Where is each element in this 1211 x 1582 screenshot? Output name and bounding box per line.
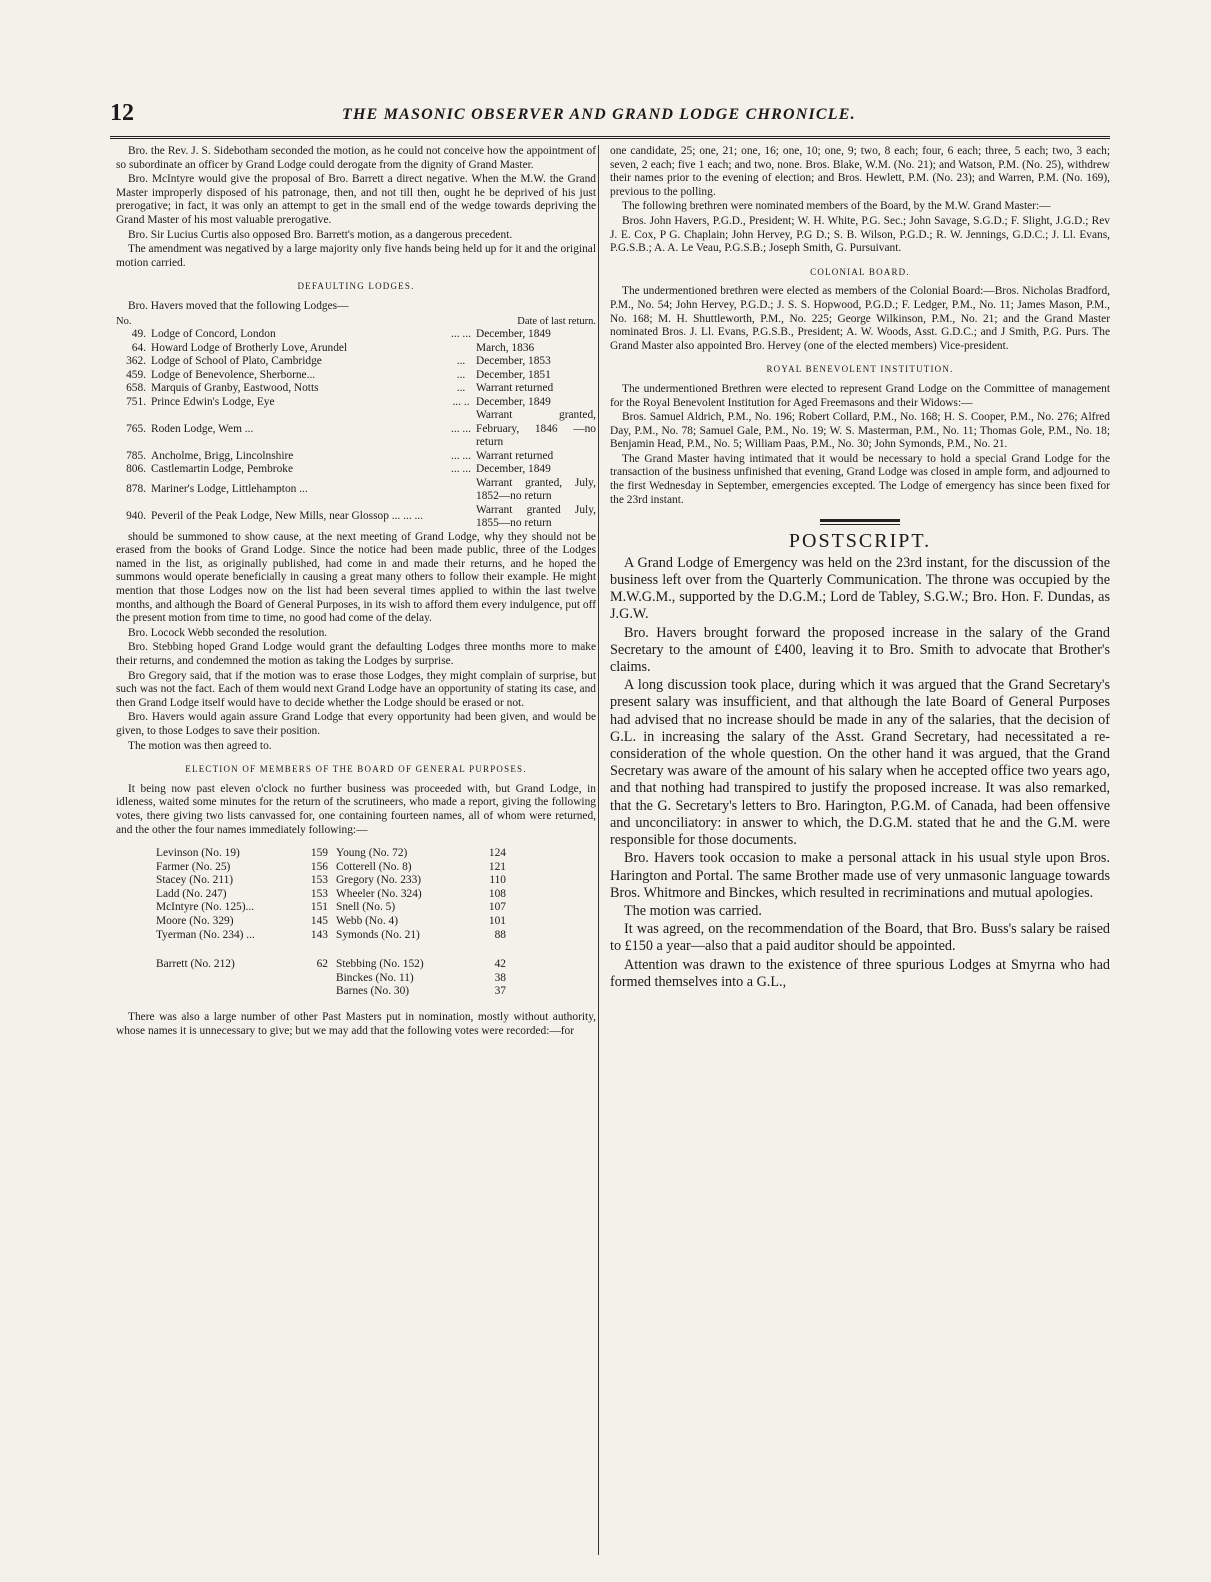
vote-count: 88	[494, 928, 506, 941]
lodge-number: 878.	[126, 483, 146, 496]
paragraph: Bro. Locock Webb seconded the resolution.	[128, 626, 328, 639]
lodge-row	[116, 463, 596, 477]
leader-dots	[454, 929, 474, 943]
candidate-name: Gregory (No. 233)	[336, 874, 422, 887]
leader-dots: ... ...	[451, 328, 471, 341]
lodge-number: 785.	[126, 449, 146, 462]
lodge-return-date: Warrant granted July, 1855—no return	[476, 503, 596, 530]
lodge-return-date: Warrant granted, February, 1846 —no return	[476, 409, 596, 449]
lodge-return-date: December, 1853	[476, 355, 551, 368]
lodge-return-date: December, 1851	[476, 368, 551, 381]
left-column	[116, 145, 596, 1039]
lodge-row	[116, 328, 596, 342]
section-heading-defaulting-lodges: DEFAULTING LODGES.	[297, 281, 415, 292]
section-heading-election: ELECTION OF MEMBERS OF THE BOARD OF GENERAL PURPOSES.	[185, 764, 527, 775]
leader-dots	[454, 874, 474, 888]
leader-dots	[454, 861, 474, 875]
candidate-name: Tyerman (No. 234) ...	[156, 928, 255, 941]
leader-dots	[276, 874, 296, 888]
leader-dots	[446, 342, 476, 356]
paragraph: Bro. Havers moved that the following Lodges—	[128, 299, 349, 312]
candidate-name: Stebbing (No. 152)	[336, 958, 424, 971]
paragraph: Attention was drawn to the existence of three spurious Lodges at Smyrna who had formed themselves into a G.L.,	[610, 956, 1110, 990]
lodge-row	[116, 342, 596, 356]
candidate-name	[156, 972, 276, 986]
leader-dots: ... ...	[451, 449, 471, 462]
candidate-name: Wheeler (No. 324)	[336, 887, 422, 900]
lodge-row	[116, 477, 596, 504]
candidate-name: Barnes (No. 30)	[336, 985, 410, 998]
leader-dots: ... ..	[452, 395, 470, 408]
paragraph: The motion was carried.	[624, 902, 762, 919]
paragraph: It was agreed, on the recommendation of the Board, that Bro. Buss's salary be raised to £150 a year—also that a paid auditor should be appointed.	[610, 921, 1110, 955]
lodge-number: 806.	[126, 463, 146, 476]
candidate-name: Stacey (No. 211)	[156, 874, 234, 887]
lodge-row	[116, 355, 596, 369]
paragraph: Bro. Havers brought forward the proposed increase in the salary of the Grand Secretary to the amount of £400, leaving it to Bro. Smith to advocate that Brother's claims.	[610, 624, 1110, 676]
leader-dots	[446, 477, 476, 504]
page-header	[110, 100, 1110, 139]
vote-count: 37	[494, 985, 506, 998]
lodge-name: Marquis of Granby, Eastwood, Notts	[151, 382, 319, 395]
vote-count: 38	[494, 971, 506, 984]
leader-dots	[446, 504, 476, 531]
lodge-name: Castlemartin Lodge, Pembroke	[151, 463, 294, 476]
lodge-name: Lodge of School of Plato, Cambridge	[151, 355, 322, 368]
lodge-number: 658.	[126, 382, 146, 395]
lodge-row	[116, 409, 596, 450]
candidate-name: Young (No. 72)	[336, 847, 408, 860]
lodge-return-date: December, 1849	[476, 328, 551, 341]
lodge-table-header	[116, 315, 596, 329]
paragraph: The motion was then agreed to.	[128, 739, 272, 752]
paragraph: Bro. the Rev. J. S. Sidebotham seconded the motion, as he could not conceive how the appointment of so subordinate an officer by Grand Lodge could derogate from the dignity of Grand Master.	[116, 145, 596, 171]
paragraph: A long discussion took place, during which it was argued that the Grand Secretary's present salary was insufficient, and that although the late Board of General Purposes had advised that no increase should be made in any of the salaries, that the decision of G.L. in increasing the salary of the Asst. Grand Secretary, had necessitated a re-consideration of the whole question. On the other hand it was argued, that the Grand Secretary was aware of the amount of his salary when he accepted office two years ago, and that nothing had transpired to justify the proposed increase. It was also remarked, that the G. Secretary's letters to Bro. Harington, P.G.M. of Canada, had been offensive and unconciliatory: in answer to which, the D.G.M. stated that he and the G.M. were responsible for those documents.	[610, 677, 1110, 849]
candidate-name: Snell (No. 5)	[336, 901, 396, 914]
vote-count: 153	[310, 887, 328, 900]
candidate-name	[156, 985, 276, 999]
leader-dots	[276, 929, 296, 943]
lodge-return-date: March, 1836	[476, 341, 535, 354]
lodge-return-date: December, 1849	[476, 463, 551, 476]
paragraph: Bro. Stebbing hoped Grand Lodge would grant the defaulting Lodges three months more to make their returns, and condemned the motion as taking the Lodges by surprise.	[116, 641, 596, 667]
leader-dots	[276, 985, 296, 999]
vote-count: 156	[310, 860, 328, 873]
candidate-name: Moore (No. 329)	[156, 915, 234, 928]
leader-dots	[276, 888, 296, 902]
lodge-name: Peveril of the Peak Lodge, New Mills, near Glossop ... ... ...	[151, 510, 424, 523]
candidate-name: Webb (No. 4)	[336, 915, 399, 928]
lodge-row	[116, 382, 596, 396]
leader-dots	[276, 958, 296, 972]
paragraph: Bro Gregory said, that if the motion was to erase those Lodges, they might complain of surprise, but such was not the fact. Each of them would next Grand Lodge have an opportunity of stating its case, and then Grand Lodge itself would have to decide whether the Lodge should be erased or not.	[116, 669, 596, 709]
column-divider	[598, 145, 599, 1555]
leader-dots: ...	[456, 382, 466, 395]
paragraph: The Grand Master having intimated that it would be necessary to hold a special Grand Lodge for the transaction of the business unfinished that evening, Grand Lodge was closed in ample form, and adjourned to the first Wednesday in September, emergencies excepted. The Lodge of emergency has since been fixed for the 23rd instant.	[610, 452, 1110, 506]
lodge-return-date: Warrant returned	[476, 382, 554, 395]
lodge-name: Lodge of Concord, London	[151, 328, 276, 341]
candidate-name: Symonds (No. 21)	[336, 928, 420, 941]
votes-table	[156, 847, 596, 942]
lodge-row	[116, 396, 596, 410]
lodge-row	[116, 450, 596, 464]
paragraph: It being now past eleven o'clock no further business was proceeded with, but Grand Lodge, in idleness, waited some minutes for the return of the scrutineers, who made a report, giving the following votes, there giving two lists canvassed for, one containing fourteen names, all of whom were returned, and the other the four names immediately following:—	[116, 782, 596, 836]
paragraph: should be summoned to show cause, at the next meeting of Grand Lodge, why they should not be erased from the books of Grand Lodge. Since the notice had been made public, three of the Lodges named in the list, as originally published, had come in and made their returns, and he hoped the summons would operate beneficially in causing a great many others to follow their example. He might mention that those Lodges now on the list had been several times applied to within the last twelve months, and although the Board of General Purposes, in its wish to afford them every indulgence, put off the present motion from time to time, no good had come of the delay.	[116, 530, 596, 625]
lodge-number: 49.	[131, 328, 146, 341]
lodge-name: Lodge of Benevolence, Sherborne...	[151, 368, 316, 381]
running-title: THE MASONIC OBSERVER AND GRAND LODGE CHRONICLE.	[342, 106, 856, 123]
leader-dots	[454, 972, 474, 986]
paragraph: Bro. Havers would again assure Grand Lodge that every opportunity had been given, and would be given, to those Lodges to save their position.	[116, 711, 596, 737]
vote-count: 159	[310, 847, 328, 860]
paragraph: Bros. John Havers, P.G.D., President; W. H. White, P.G. Sec.; John Savage, S.G.D.; F. Slight, J.G.D.; Rev J. E. Cox, P G. Chaplain; John Hervey, P.G D.; S. B. Wilson, P.G.D.; R. W. Jennings, G.D.C.; J. Ll. Evans, P.G.S.B.; A. A. Le Veau, P.G.S.B.; Joseph Smith, G. Pursuivant.	[610, 214, 1110, 255]
leader-dots	[276, 915, 296, 929]
candidate-name: Levinson (No. 19)	[156, 847, 240, 860]
col-date-label: Date of last return.	[517, 315, 596, 327]
candidate-name: McIntyre (No. 125)...	[156, 901, 255, 914]
candidate-name: Farmer (No. 25)	[156, 860, 231, 873]
leader-dots	[276, 861, 296, 875]
leader-dots: ... ...	[451, 463, 471, 476]
paragraph: There was also a large number of other Past Masters put in nomination, mostly without authority, whose names it is unnecessary to give; but we may add that the following votes were recorded:—for	[116, 1011, 596, 1037]
section-heading-royal-benevolent: ROYAL BENEVOLENT INSTITUTION.	[766, 364, 954, 375]
leader-dots	[454, 985, 474, 999]
lodge-name: Mariner's Lodge, Littlehampton ...	[151, 483, 308, 496]
lodge-number: 940.	[126, 510, 146, 523]
paragraph: The undermentioned Brethren were elected to represent Grand Lodge on the Committee of management for the Royal Benevolent Institution for Aged Freemasons and their Widows:—	[610, 382, 1110, 409]
leader-dots	[454, 958, 474, 972]
leader-dots: ...	[456, 355, 466, 368]
candidate-name: Binckes (No. 11)	[336, 971, 414, 984]
postscript-body	[610, 555, 1110, 991]
candidate-name: Cotterell (No. 8)	[336, 860, 412, 873]
lodge-name: Ancholme, Brigg, Lincolnshire	[151, 449, 294, 462]
lodge-number: 64.	[131, 341, 146, 354]
leader-dots	[454, 915, 474, 929]
lodge-row	[116, 369, 596, 383]
right-column	[610, 145, 1110, 992]
vote-count	[296, 985, 336, 999]
paragraph: Bro. Sir Lucius Curtis also opposed Bro. Barrett's motion, as a dangerous precedent.	[128, 228, 513, 241]
vote-count: 107	[488, 901, 506, 914]
paragraph: A Grand Lodge of Emergency was held on the 23rd instant, for the discussion of the business left over from the Quarterly Communication. The throne was occupied by the M.W.G.M., supported by the D.G.M.; Lord de Tabley, S.G.W.; Bro. Hon. F. Dundas, as J.G.W.	[610, 554, 1110, 623]
lodge-return-date: Warrant returned	[476, 449, 554, 462]
lodge-number: 765.	[126, 422, 146, 435]
lodge-return-date: December, 1849	[476, 395, 551, 408]
paragraph: Bro. McIntyre would give the proposal of Bro. Barrett a direct negative. When the M.W. the Grand Master improperly disposed of his patronage, then, and not till then, ought he be deprived of his just prerogative; in fact, it was only an attempt to get in the small end of the wedge towards depriving the Grand Master of his most valuable prerogative.	[116, 173, 596, 226]
vote-count: 42	[494, 958, 506, 971]
vote-count: 153	[310, 874, 328, 887]
leader-dots	[454, 888, 474, 902]
lodge-name: Prince Edwin's Lodge, Eye	[151, 395, 275, 408]
vote-count: 62	[316, 958, 328, 971]
paragraph: The amendment was negatived by a large majority only five hands being held up for it and the original motion carried.	[116, 243, 596, 269]
votes-table-minority	[156, 958, 596, 999]
leader-dots: ... ...	[451, 422, 471, 435]
lodge-number: 362.	[126, 355, 146, 368]
vote-count: 101	[488, 915, 506, 928]
vote-count: 143	[310, 928, 328, 941]
page-number: 12	[110, 100, 134, 126]
vote-count: 110	[489, 874, 506, 887]
vote-count: 121	[488, 860, 506, 873]
defaulting-lodges-table	[116, 328, 596, 531]
leader-dots	[276, 972, 296, 986]
vote-count: 145	[310, 915, 328, 928]
col-no-label: No.	[116, 315, 132, 327]
paragraph: Bro. Havers took occasion to make a personal attack in his usual style upon Bros. Harington and Portal. The same Brother made use of very unmasonic language towards Bros. Whitmore and Binckes, which resulted in recriminations and mutual apologies.	[610, 850, 1110, 901]
vote-count: 151	[310, 901, 328, 914]
paragraph: The following brethren were nominated members of the Board, by the M.W. Grand Master:—	[622, 200, 1051, 213]
leader-dots: ...	[456, 368, 466, 381]
section-heading-colonial-board: COLONIAL BOARD.	[810, 266, 910, 277]
candidate-name: Barrett (No. 212)	[156, 958, 235, 971]
vote-count: 108	[488, 887, 506, 900]
leader-dots	[454, 901, 474, 915]
leader-dots	[454, 847, 474, 861]
lodge-return-date: Warrant granted, July, 1852—no return	[476, 476, 596, 503]
lodge-number: 751.	[126, 395, 146, 408]
lodge-row	[116, 504, 596, 531]
paragraph: The undermentioned brethren were elected as members of the Colonial Board:—Bros. Nicholas Bradford, P.M., No. 54; John Hervey, P.G.D.; J. S. S. Hopwood, P.G.D.; F. Ledger, P.M., No. 11; James Mason, P.M., No. 168; M. H. Shuttleworth, P.M., No. 225; George Wilkinson, P.M., No. 21; and the Grand Master nominated Bros. J. Ll. Evans, P.G.S.B., President; A. W. Woods, Asst. G.D.C.; and J Smith, P.G. Purs. The Grand Master also appointed Bro. Hervey (one of the elected members) Vice-president.	[610, 285, 1110, 352]
lodge-number: 459.	[126, 368, 146, 381]
lodge-name: Howard Lodge of Brotherly Love, Arundel	[151, 341, 348, 354]
paragraph: one candidate, 25; one, 21; one, 16; one, 10; one, 9; two, 8 each; four, 6 each; three, 5 each; two, 3 each; seven, 2 each; five 1 each; and two, none. Bros. Blake, W.M. (No. 21); and Watson, P.M. (No. 25), withdrew their names prior to the evening of election; and Bros. Hewlett, P.M. (No. 23); and Warren, P.M. (No. 169), previous to the polling.	[610, 145, 1110, 198]
leader-dots	[276, 847, 296, 861]
candidate-name: Ladd (No. 247)	[156, 887, 227, 900]
vote-count: 124	[488, 847, 506, 860]
paragraph: Bros. Samuel Aldrich, P.M., No. 196; Robert Collard, P.M., No. 168; H. S. Cooper, P.M., No. 276; Alfred Day, P.M., No. 78; Samuel Gale, P.M., No. 19; W. S. Masterman, P.M., No. 11; Thomas Gole, P.M., No. 18; Benjamin Head, P.M., No. 5; William Paas, P.M., No. 30; John Symonds, P.M., No. 21.	[610, 411, 1110, 451]
vote-count	[296, 972, 336, 986]
lodge-name: Roden Lodge, Wem ...	[151, 422, 254, 435]
section-divider	[820, 519, 900, 525]
leader-dots	[276, 901, 296, 915]
postscript-title: POSTSCRIPT.	[788, 530, 932, 553]
